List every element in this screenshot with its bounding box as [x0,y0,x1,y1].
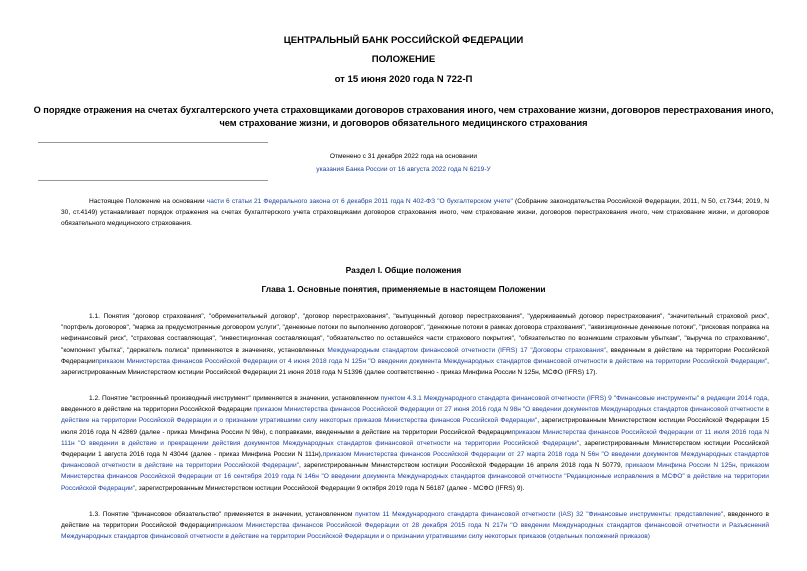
p13-link-order-217n[interactable]: приказом Министерства финансов Российской Федерации от 28 декабря 2015 года N 217н "О введении Международных стандартов финансовой отчетности и Разъяснений Международных стандартов финансовой отчетности в действие на территории Российской Федерации и о признании утратившими силу некоторых приказов (отдельных положений приказов) [61,522,769,541]
p11-text-3: , зарегистрированным Министерством юстиции Российской Федерации 21 июня 2018 года N 51396 (далее соответственно - приказ Минфина России N 125н, МСФО (IFRS) 17). [61,357,769,377]
p13-link-ias32[interactable]: пунктом 11 Международного стандарта финансовой отчетности (IAS) 32 "Финансовые инструменты: представление" [355,511,724,518]
document-title-line-1: О порядке отражения на счетах бухгалтерского учета страховщиками договоров страхования иного, чем страхование жизни, договоров перестрахования иного, [33,105,774,115]
p12-text-1: 1.2. Понятие "встроенный производный инструмент" применяется в значении, установленном [89,395,381,402]
p11-link-order-125n[interactable]: приказом Министерства финансов Российской Федерации от 4 июня 2018 года N 125н "О введении документа Международных стандартов финансовой отчетности в действие на территории Российской Федерации" [95,357,768,365]
p12-link-order-56n[interactable]: приказом Министерства финансов Российской Федерации от 27 марта 2018 года N 56н "О введении документов Международных стандартов финансовой отчетности в действие на территории Российской Федерации" [61,451,770,470]
preamble-text-1: Настоящее Положение на основании [89,198,207,205]
document-date-number: от 15 июня 2020 года N 722-П [334,74,473,85]
preamble-text-2: (Собрание законодательства Российской Федерации, 2011, N 50, ст.7344; 2019, N 30, ст.4149) устанавливает порядок отражения на счетах бухгалтерского учета страховщиками договоров страхования иного, чем страхование жизни, договоров перестрахования иного, чем страхование жизни, и договоров обязательного медицинского страхования. [61,198,769,228]
preamble-paragraph [61,196,769,230]
p12-link-order-125n[interactable]: приказом Минфина России N 125н [625,462,736,470]
p12-link-ifrs9[interactable]: пунктом 4.3.1 Международного стандарта финансовой отчетности (IFRS) 9 "Финансовые инструменты" в редакции 2014 года [380,395,768,402]
repeal-note [0,150,807,176]
repeal-note-text: Отменено с 31 декабря 2022 года на основании [329,153,478,160]
p13-text-1: 1.3. Понятие "финансовое обязательство" применяется в значении, установленном [89,511,356,518]
p12-text-6: , [735,462,741,470]
p11-link-ifrs17[interactable]: Международным стандартом финансовой отчетности (IFRS) 17 "Договоры страхования" [327,346,606,354]
chapter-title: Глава 1. Основные понятия, применяемые в настоящем Положении [261,284,546,294]
paragraph-1-2 [61,393,769,494]
p12-link-order-98n[interactable]: приказом Министерства финансов Российской Федерации от 27 июня 2016 года N 98н "О введении документов Международных стандартов финансовой отчетности в действие на территории Российской Федерации и о признании утратившими силу некоторых приказов Министерства финансов Российской Федерации" [61,406,769,425]
repeal-note-link[interactable]: указания Банка России от 16 августа 2022 года N 6219-У [316,166,491,173]
document-title [0,104,807,130]
p13-text-2: , введенного в действие на территории Российской Федерации [61,511,769,530]
p12-link-order-146n[interactable]: приказом Министерства финансов Российской Федерации от 16 сентября 2019 года N 146н "О введении документа Международных стандартов финансовой отчетности "Редакционные исправления в МСФО" в действие на территории Российской Федерации" [61,462,769,492]
bank-name: ЦЕНТРАЛЬНЫЙ БАНК РОССИЙСКОЙ ФЕДЕРАЦИИ [283,35,524,46]
paragraph-1-1 [61,311,769,378]
section-title: Раздел I. Общие положения [345,265,462,275]
document-title-line-2: чем страхование жизни, и договоров обязательного медицинского страхования [219,118,588,128]
separator-top [38,142,268,143]
p12-text-2: , введенного в действие на территории Российской Федерации [61,395,769,414]
p11-text-1: 1.1. Понятия "договор страхования", "обременительный договор", "договор перестрахования", "выпущенный договор перестрахования", "удерживаемый договор перестрахования", "значительный страховой риск", "портфель договоров", "маржа за предусмотренные договором услуги", "денежные потоки по выполнению договоров", "денежные потоки в рамках договора страхования", "аквизиционные денежные потоки", "рисковая поправка на нефинансовый риск", "страховая составляющая", "инвестиционная составляющая", "обязательство по оставшейся части страхового покрытия", "обязательство по возникшим страховым убыткам", "выручка по страхованию", "компонент убытка", "держатель полиса" применяются в значениях, установленных [61,313,769,354]
p12-text-7: , зарегистрированным Министерством юстиции Российской Федерации 9 октября 2019 года N 56187 (далее - МСФО (IFRS) 9). [135,484,525,492]
separator-bottom [38,180,268,181]
paragraph-1-3 [61,509,769,543]
p12-text-4: , зарегистрированным Министерством юстиции Российской Федерации 1 августа 2016 года N 43044 (далее - приказ Минфина России N 111н), [61,439,769,459]
preamble-link-law[interactable]: части 6 статьи 21 Федерального закона от 6 декабря 2011 года N 402-ФЗ "О бухгалтерском учете" [206,198,513,205]
p12-text-5: , зарегистрированным Министерством юстиции Российской Федерации 16 апреля 2018 года N 50779, [298,462,626,470]
p12-text-3: , зарегистрированным Министерством юстиции Российской Федерации 15 июля 2016 года N 42869 (далее - приказ Минфина России N 98н), с поправками, введенными в действие на территории Российской Федерации [61,417,770,436]
p11-text-2: , введенным в действие на территории Российской Федерации [61,346,769,365]
p12-link-order-111n[interactable]: приказом Министерства финансов Российской Федерации от 11 июля 2016 года N 111н "О введении в действие и прекращении действия документов Международных стандартов финансовой отчетности на территории Российской Федерации" [61,428,769,447]
document-type: ПОЛОЖЕНИЕ [371,54,436,65]
